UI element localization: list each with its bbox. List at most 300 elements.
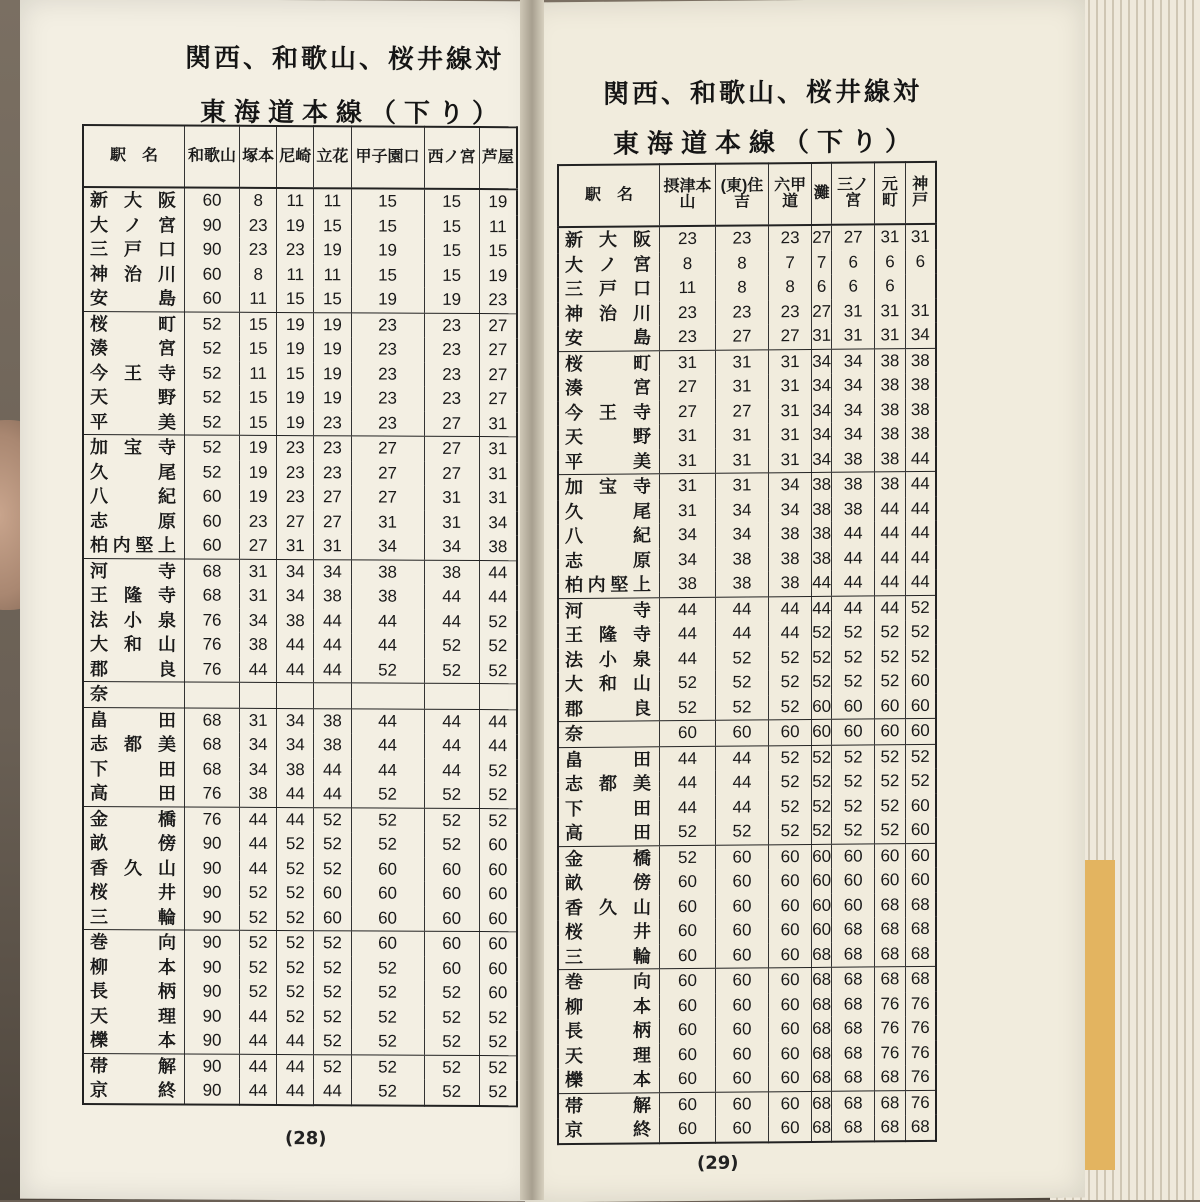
column-header-destination: 甲子園口 <box>351 126 424 188</box>
fare-cell: 60 <box>905 843 936 868</box>
station-name: 京終 <box>83 1078 185 1104</box>
station-name: 郡良 <box>558 696 660 722</box>
table-row <box>558 323 936 351</box>
fare-cell: 34 <box>277 559 314 584</box>
fare-cell: 60 <box>660 870 716 895</box>
table-row <box>558 718 936 747</box>
station-name: 桜町 <box>558 350 660 376</box>
fare-cell: 52 <box>479 659 517 684</box>
fare-cell: 76 <box>905 991 936 1016</box>
fare-cell: 76 <box>905 1016 936 1041</box>
fare-cell: 27 <box>769 324 812 349</box>
table-row <box>83 707 517 734</box>
fare-cell: 34 <box>314 559 351 584</box>
fare-cell: 60 <box>715 1042 768 1067</box>
table-row <box>558 446 936 474</box>
fare-cell: 68 <box>812 1041 832 1066</box>
fare-cell: 52 <box>351 956 424 981</box>
fare-cell: 52 <box>277 905 314 930</box>
fare-cell: 34 <box>812 447 832 472</box>
fare-cell: 52 <box>832 669 875 694</box>
fare-cell: 68 <box>905 1115 936 1141</box>
fare-cell: 68 <box>812 992 832 1017</box>
station-name: 志原 <box>558 548 660 573</box>
fare-cell: 38 <box>769 546 812 571</box>
fare-cell: 52 <box>424 1030 479 1055</box>
fare-cell: 52 <box>314 1054 351 1079</box>
fare-cell: 38 <box>832 472 875 497</box>
fare-cell: 34 <box>240 733 277 758</box>
fare-cell: 34 <box>277 733 314 758</box>
table-row <box>558 917 936 945</box>
fare-cell <box>479 684 517 710</box>
fare-cell: 38 <box>875 422 905 447</box>
station-name: 新大阪 <box>83 187 185 213</box>
fare-cell: 60 <box>875 868 905 893</box>
fare-cell: 19 <box>240 485 277 510</box>
station-name: 金橋 <box>83 806 185 832</box>
fare-cell: 31 <box>769 349 812 374</box>
fare-cell: 38 <box>812 497 832 522</box>
fare-cell: 23 <box>479 288 517 313</box>
fare-cell: 52 <box>875 794 905 819</box>
fare-cell: 60 <box>769 1066 812 1091</box>
fare-cell: 60 <box>479 981 517 1006</box>
table-row <box>83 929 517 956</box>
fare-cell: 38 <box>424 560 479 585</box>
fare-cell: 44 <box>905 446 936 471</box>
fare-cell: 52 <box>351 832 424 857</box>
table-row <box>558 941 936 969</box>
left-page <box>20 0 535 1201</box>
fare-cell: 15 <box>351 188 424 214</box>
fare-cell: 68 <box>832 1041 875 1066</box>
table-row <box>558 892 936 920</box>
fare-cell: 11 <box>314 263 351 288</box>
fare-cell: 60 <box>660 1117 716 1143</box>
station-name: 巻向 <box>83 929 185 955</box>
column-header-destination: 灘 <box>812 163 832 225</box>
table-row <box>83 508 517 535</box>
fare-cell: 38 <box>314 733 351 758</box>
fare-cell: 15 <box>351 214 424 239</box>
table-row <box>83 732 517 759</box>
fare-cell: 44 <box>424 709 479 734</box>
fare-cell: 31 <box>314 534 351 559</box>
fare-cell: 38 <box>769 522 812 547</box>
fare-cell: 60 <box>660 968 716 993</box>
fare-cell: 31 <box>479 486 517 511</box>
station-name: 天理 <box>558 1043 660 1068</box>
fare-cell: 19 <box>277 410 314 435</box>
fare-cell: 38 <box>715 571 768 596</box>
fare-cell: 60 <box>479 858 517 883</box>
fare-cell: 52 <box>812 819 832 844</box>
book-tab-marker <box>1085 860 1115 1170</box>
fare-cell: 31 <box>660 424 716 449</box>
fare-cell: 52 <box>479 759 517 784</box>
fare-cell: 34 <box>812 349 832 374</box>
fare-cell: 52 <box>875 818 905 843</box>
fare-cell: 27 <box>424 461 479 486</box>
fare-cell: 38 <box>240 782 277 807</box>
fare-cell: 44 <box>314 758 351 783</box>
station-name: 安島 <box>83 286 185 312</box>
fare-cell: 44 <box>424 585 479 610</box>
right-title-line1: 関西、和歌山、桜井線対 <box>603 76 923 110</box>
fare-cell: 38 <box>314 584 351 609</box>
table-row <box>558 769 936 797</box>
fare-cell: 60 <box>769 719 812 745</box>
fare-cell: 6 <box>832 250 875 275</box>
fare-cell: 60 <box>314 881 351 906</box>
fare-cell: 23 <box>240 509 277 534</box>
fare-cell: 52 <box>715 670 768 695</box>
fare-cell: 44 <box>351 609 424 634</box>
station-name: 京終 <box>558 1117 660 1143</box>
fare-cell: 60 <box>875 719 905 745</box>
fare-cell: 52 <box>314 931 351 956</box>
table-row <box>558 348 936 376</box>
fare-cell: 52 <box>185 337 240 362</box>
fare-cell: 68 <box>875 893 905 918</box>
fare-cell: 19 <box>424 288 479 313</box>
station-name: 湊宮 <box>558 375 660 400</box>
fare-cell: 60 <box>715 1116 768 1142</box>
table-row <box>83 484 517 511</box>
station-name: 下田 <box>83 756 185 781</box>
table-row <box>558 471 936 499</box>
fare-cell: 15 <box>314 214 351 239</box>
fare-cell: 60 <box>769 967 812 992</box>
fare-cell: 68 <box>185 733 240 758</box>
fare-cell: 44 <box>715 596 768 621</box>
fare-cell <box>185 682 240 708</box>
fare-cell: 76 <box>905 1065 936 1090</box>
fare-cell: 60 <box>715 943 768 968</box>
table-row <box>83 360 517 387</box>
fare-cell: 52 <box>277 856 314 881</box>
station-name: 八紀 <box>83 484 185 509</box>
fare-cell: 44 <box>314 609 351 634</box>
fare-cell: 23 <box>277 435 314 460</box>
fare-cell: 60 <box>905 868 936 893</box>
table-row <box>83 979 517 1006</box>
fare-cell: 52 <box>769 770 812 795</box>
fare-cell: 6 <box>905 249 936 274</box>
fare-cell: 27 <box>351 436 424 461</box>
fare-cell: 52 <box>277 832 314 857</box>
fare-cell: 60 <box>351 931 424 956</box>
fare-cell: 76 <box>875 992 905 1017</box>
fare-cell: 90 <box>185 238 240 263</box>
fare-cell: 52 <box>240 881 277 906</box>
fare-cell: 60 <box>812 918 832 943</box>
fare-cell: 90 <box>185 1004 240 1029</box>
fare-cell: 31 <box>905 298 936 323</box>
table-row <box>558 818 936 846</box>
column-header-destination: (東)住吉 <box>715 163 768 225</box>
fare-cell <box>351 683 424 709</box>
table-row <box>83 286 517 313</box>
table-row <box>83 607 517 634</box>
station-name: 平美 <box>558 449 660 475</box>
fare-cell: 60 <box>424 906 479 931</box>
fare-cell: 44 <box>905 471 936 496</box>
fare-cell: 44 <box>240 832 277 857</box>
fare-cell: 34 <box>277 584 314 609</box>
table-row <box>83 756 517 783</box>
station-name: 加宝寺 <box>83 434 185 460</box>
table-row <box>83 533 517 560</box>
fare-cell: 27 <box>715 324 768 349</box>
fare-cell: 38 <box>479 535 517 560</box>
fare-cell: 60 <box>812 869 832 894</box>
fare-cell: 19 <box>314 386 351 411</box>
fare-cell: 38 <box>875 398 905 423</box>
fare-cell: 38 <box>905 422 936 447</box>
fare-cell: 38 <box>812 522 832 547</box>
fare-cell: 52 <box>314 832 351 857</box>
fare-cell: 60 <box>832 893 875 918</box>
station-name: 志都美 <box>83 732 185 757</box>
fare-cell: 15 <box>351 263 424 288</box>
column-header-destination: 六甲道 <box>769 163 812 225</box>
fare-cell: 76 <box>185 633 240 658</box>
fare-cell: 44 <box>875 595 905 620</box>
fare-cell: 52 <box>240 955 277 980</box>
fare-cell: 27 <box>479 338 517 363</box>
station-name: 柏内堅上 <box>83 533 185 559</box>
table-row <box>558 545 936 573</box>
fare-cell: 38 <box>875 348 905 373</box>
station-name: 新大阪 <box>558 226 660 252</box>
fare-cell: 60 <box>769 1017 812 1042</box>
fare-cell: 60 <box>424 857 479 882</box>
fare-cell: 52 <box>812 770 832 795</box>
fare-cell: 44 <box>277 1054 314 1079</box>
station-name: 巻向 <box>558 969 660 995</box>
fare-cell: 60 <box>479 957 517 982</box>
fare-cell: 44 <box>769 621 812 646</box>
fare-cell: 15 <box>240 386 277 411</box>
station-name: 神治川 <box>83 261 185 286</box>
fare-cell: 52 <box>660 845 716 870</box>
table-row <box>83 1028 517 1055</box>
fare-cell: 60 <box>832 843 875 868</box>
fare-cell: 60 <box>185 188 240 214</box>
fare-cell: 68 <box>905 917 936 942</box>
station-name: 桜井 <box>558 919 660 944</box>
fare-cell: 23 <box>715 300 768 325</box>
fare-cell: 31 <box>832 299 875 324</box>
fare-cell: 52 <box>240 930 277 955</box>
station-name: 八紀 <box>558 523 660 548</box>
station-name: 桜町 <box>83 311 185 337</box>
fare-cell: 60 <box>769 942 812 967</box>
fare-cell: 23 <box>240 238 277 263</box>
fare-cell: 68 <box>875 967 905 992</box>
fare-cell: 68 <box>875 1090 905 1115</box>
fare-cell: 44 <box>660 746 716 771</box>
fare-cell: 52 <box>769 819 812 844</box>
fare-cell: 15 <box>424 239 479 264</box>
fare-cell: 52 <box>351 1079 424 1105</box>
fare-cell: 60 <box>769 992 812 1017</box>
fare-cell: 44 <box>715 621 768 646</box>
fare-cell: 52 <box>424 833 479 858</box>
fare-cell: 27 <box>351 485 424 510</box>
fare-cell: 52 <box>832 744 875 769</box>
fare-cell: 68 <box>812 967 832 992</box>
fare-cell: 34 <box>769 497 812 522</box>
fare-cell: 68 <box>905 941 936 966</box>
fare-cell: 60 <box>905 693 936 718</box>
table-row <box>83 187 517 215</box>
fare-cell: 52 <box>314 807 351 832</box>
table-row <box>558 1115 936 1144</box>
table-row <box>558 373 936 401</box>
fare-cell: 60 <box>351 906 424 931</box>
fare-cell: 27 <box>479 313 517 338</box>
fare-cell: 52 <box>314 857 351 882</box>
table-row <box>558 397 936 425</box>
fare-cell: 68 <box>832 967 875 992</box>
station-name: 三戸口 <box>83 237 185 262</box>
fare-cell: 8 <box>240 188 277 214</box>
fare-cell: 27 <box>812 225 832 251</box>
fare-cell: 68 <box>832 1065 875 1090</box>
fare-cell: 52 <box>812 670 832 695</box>
fare-cell: 34 <box>240 757 277 782</box>
fare-cell: 60 <box>715 894 768 919</box>
fare-cell: 52 <box>660 695 716 720</box>
fare-cell: 19 <box>479 189 517 215</box>
station-name: 郡良 <box>83 656 185 682</box>
fare-cell: 44 <box>240 1029 277 1054</box>
fare-cell: 34 <box>905 323 936 348</box>
table-row <box>558 249 936 277</box>
fare-cell: 68 <box>185 708 240 733</box>
station-name: 王隆寺 <box>558 622 660 647</box>
fare-cell: 15 <box>240 337 277 362</box>
fare-cell: 27 <box>424 411 479 436</box>
fare-cell: 44 <box>479 560 517 585</box>
fare-cell: 31 <box>479 462 517 487</box>
fare-cell: 23 <box>351 411 424 436</box>
table-row <box>83 681 517 709</box>
fare-cell: 31 <box>240 708 277 733</box>
fare-cell: 34 <box>832 348 875 373</box>
fare-cell: 19 <box>314 238 351 263</box>
fare-cell: 31 <box>424 510 479 535</box>
fare-cell: 44 <box>314 1079 351 1105</box>
fare-cell: 68 <box>875 942 905 967</box>
fare-cell: 15 <box>424 263 479 288</box>
fare-cell: 11 <box>314 188 351 214</box>
table-row <box>558 1016 936 1044</box>
station-name: 桜井 <box>83 880 185 905</box>
fare-cell: 60 <box>185 485 240 510</box>
table-row <box>83 459 517 486</box>
fare-cell: 60 <box>832 694 875 719</box>
fare-cell: 60 <box>812 719 832 745</box>
fare-cell: 44 <box>832 595 875 620</box>
table-row <box>83 1003 517 1030</box>
station-name: 帯解 <box>558 1092 660 1118</box>
fare-cell: 31 <box>660 498 716 523</box>
fare-cell: 27 <box>314 510 351 535</box>
right-page <box>525 0 1085 1202</box>
fare-cell: 90 <box>185 832 240 857</box>
fare-cell: 76 <box>185 608 240 633</box>
fare-cell: 31 <box>240 584 277 609</box>
station-name: 金橋 <box>558 845 660 871</box>
fare-cell: 38 <box>715 547 768 572</box>
fare-cell: 60 <box>660 1067 716 1092</box>
fare-cell: 23 <box>660 226 716 252</box>
fare-cell: 38 <box>277 608 314 633</box>
station-name: 平美 <box>83 409 185 435</box>
fare-cell: 31 <box>875 299 905 324</box>
column-header-station: 駅 名 <box>558 164 660 227</box>
column-header-destination: 立花 <box>314 126 351 188</box>
fare-cell: 68 <box>812 1091 832 1116</box>
station-name: 櫟本 <box>558 1067 660 1093</box>
column-header-station: 駅 名 <box>83 125 185 188</box>
fare-cell: 90 <box>185 955 240 980</box>
fare-cell: 19 <box>277 386 314 411</box>
book-gutter <box>520 0 544 1200</box>
table-row <box>83 1078 517 1106</box>
table-row <box>558 868 936 896</box>
fare-cell: 68 <box>875 1115 905 1141</box>
fare-cell: 44 <box>832 521 875 546</box>
fare-cell: 34 <box>660 523 716 548</box>
fare-cell: 60 <box>715 918 768 943</box>
fare-cell: 52 <box>185 410 240 435</box>
fare-cell: 15 <box>277 287 314 312</box>
fare-cell: 76 <box>905 1040 936 1065</box>
column-header-destination: 三ノ宮 <box>832 162 875 224</box>
fare-cell: 38 <box>240 633 277 658</box>
fare-cell: 52 <box>875 669 905 694</box>
station-name: 畝傍 <box>83 831 185 856</box>
table-row <box>558 991 936 1019</box>
fare-cell: 44 <box>875 521 905 546</box>
fare-cell: 31 <box>660 473 716 498</box>
fare-cell: 44 <box>479 709 517 734</box>
fare-cell: 11 <box>240 287 277 312</box>
fare-cell: 52 <box>424 1005 479 1030</box>
fare-cell: 31 <box>905 224 936 250</box>
fare-cell <box>240 682 277 708</box>
fare-cell: 52 <box>185 460 240 485</box>
fare-cell: 23 <box>769 225 812 251</box>
fare-cell: 60 <box>660 720 716 746</box>
table-row <box>558 570 936 598</box>
fare-cell: 44 <box>277 807 314 832</box>
table-row <box>83 954 517 981</box>
fare-cell: 90 <box>185 856 240 881</box>
station-name: 柏内堅上 <box>558 572 660 598</box>
fare-cell: 52 <box>185 386 240 411</box>
station-name: 大ノ宮 <box>83 212 185 237</box>
fare-cell: 60 <box>660 993 716 1018</box>
fare-cell: 23 <box>351 337 424 362</box>
fare-cell: 44 <box>812 571 832 596</box>
fare-cell: 27 <box>812 299 832 324</box>
